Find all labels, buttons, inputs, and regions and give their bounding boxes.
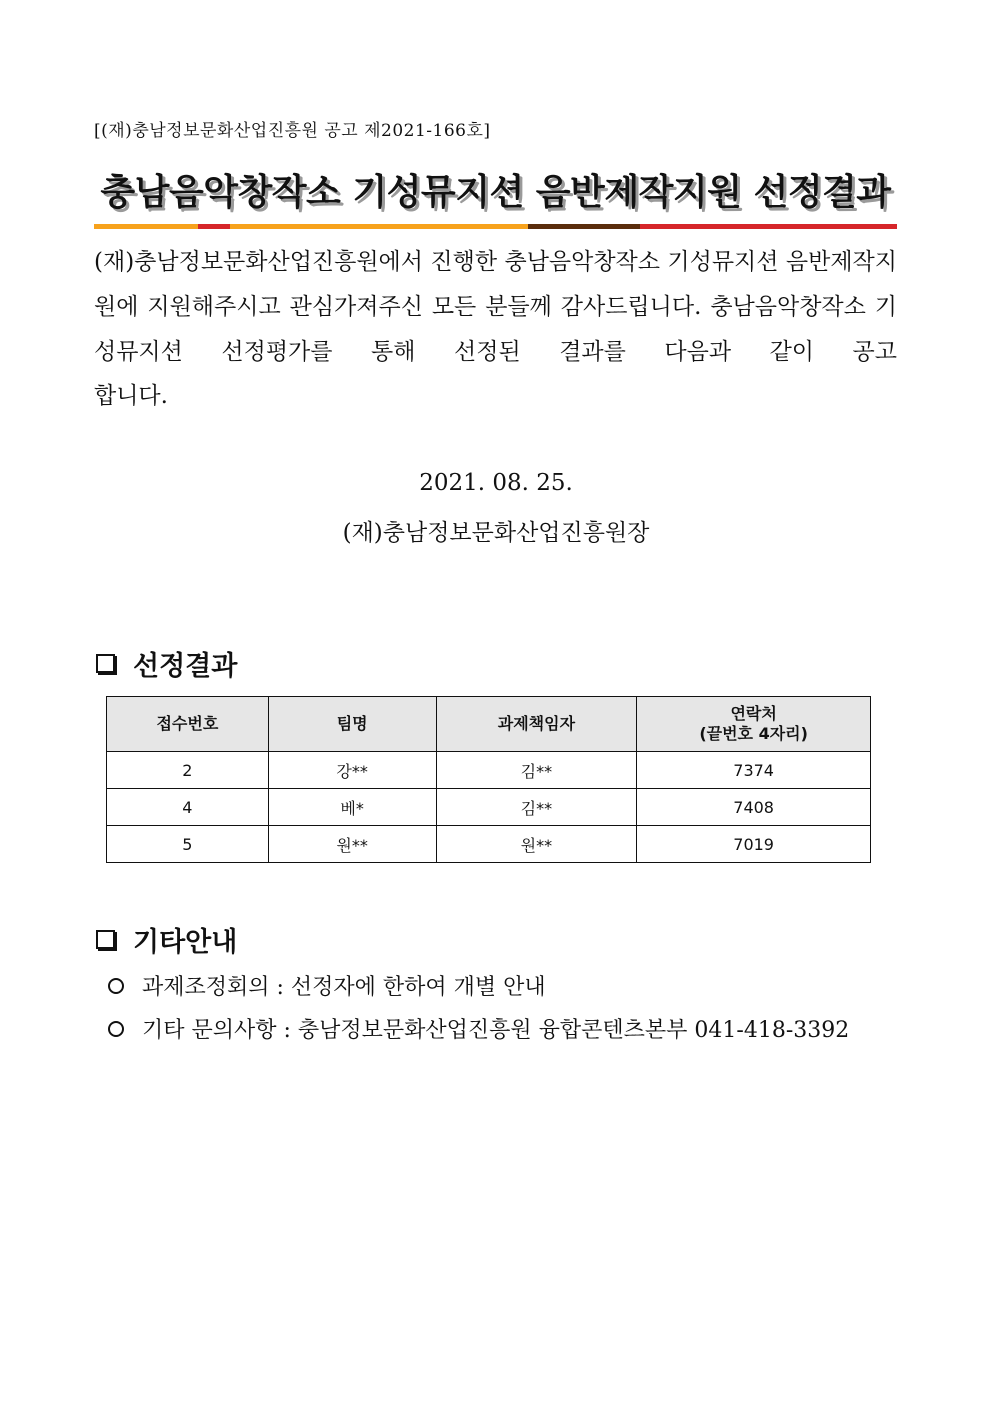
section-heading-results bbox=[96, 644, 237, 683]
info-item bbox=[108, 970, 546, 1001]
cell-receipt-number: 2 bbox=[107, 752, 269, 789]
underline-seg bbox=[230, 224, 527, 229]
underline-seg bbox=[640, 224, 897, 229]
page-title: 충남음악창작소 기성뮤지션 음반제작지원 선정결과 bbox=[100, 172, 891, 213]
col-contact-label: 연락처 bbox=[730, 704, 777, 723]
title-underline bbox=[94, 224, 897, 229]
circle-bullet-icon bbox=[108, 978, 124, 994]
cell-team-name: 베* bbox=[268, 789, 436, 826]
table-header-row bbox=[107, 697, 871, 752]
notice-date: 2021. 08. 25. bbox=[419, 470, 573, 496]
col-team-name: 팀명 bbox=[268, 697, 436, 752]
cell-project-lead: 김** bbox=[436, 789, 637, 826]
notice-number: [(재)충남정보문화산업진흥원 공고 제2021-166호] bbox=[94, 121, 491, 141]
intro-paragraph-end: 합니다. bbox=[94, 383, 168, 409]
cell-project-lead: 원** bbox=[436, 826, 637, 863]
table-row bbox=[107, 752, 871, 789]
cell-receipt-number: 5 bbox=[107, 826, 269, 863]
underline-seg bbox=[94, 224, 198, 229]
section-heading-label: 기타안내 bbox=[133, 927, 238, 958]
issuer: (재)충남정보문화산업진흥원장 bbox=[342, 520, 650, 546]
underline-seg bbox=[528, 224, 640, 229]
section-heading-label: 선정결과 bbox=[133, 651, 238, 682]
cell-contact: 7019 bbox=[637, 826, 871, 863]
col-receipt-number: 접수번호 bbox=[107, 697, 269, 752]
checkbox-icon bbox=[96, 930, 115, 949]
checkbox-icon bbox=[96, 654, 115, 673]
underline-seg bbox=[198, 224, 230, 229]
cell-project-lead: 김** bbox=[436, 752, 637, 789]
info-item-text: 기타 문의사항 : 충남정보문화산업진흥원 융합콘텐츠본부 041-418-3392 bbox=[142, 1018, 850, 1043]
col-contact bbox=[637, 697, 871, 752]
results-table bbox=[106, 696, 871, 863]
circle-bullet-icon bbox=[108, 1021, 124, 1037]
table-row bbox=[107, 789, 871, 826]
cell-team-name: 원** bbox=[268, 826, 436, 863]
info-item-text: 과제조정회의 : 선정자에 한하여 개별 안내 bbox=[142, 975, 546, 1000]
section-heading-other bbox=[96, 920, 237, 959]
col-contact-sub: (끝번호 4자리) bbox=[699, 724, 808, 743]
intro-paragraph: (재)충남정보문화산업진흥원에서 진행한 충남음악창작소 기성뮤지션 음반제작지원에 지원해주시고 관심가져주신 모든 분들께 감사드립니다. 충남음악창작소 기성뮤지션 선정평가를 통해 선정된 결과를 다음과 같이 공고 bbox=[94, 249, 897, 365]
cell-contact: 7374 bbox=[637, 752, 871, 789]
cell-team-name: 강** bbox=[268, 752, 436, 789]
cell-contact: 7408 bbox=[637, 789, 871, 826]
table-row bbox=[107, 826, 871, 863]
col-project-lead: 과제책임자 bbox=[436, 697, 637, 752]
cell-receipt-number: 4 bbox=[107, 789, 269, 826]
info-item bbox=[108, 1013, 849, 1044]
